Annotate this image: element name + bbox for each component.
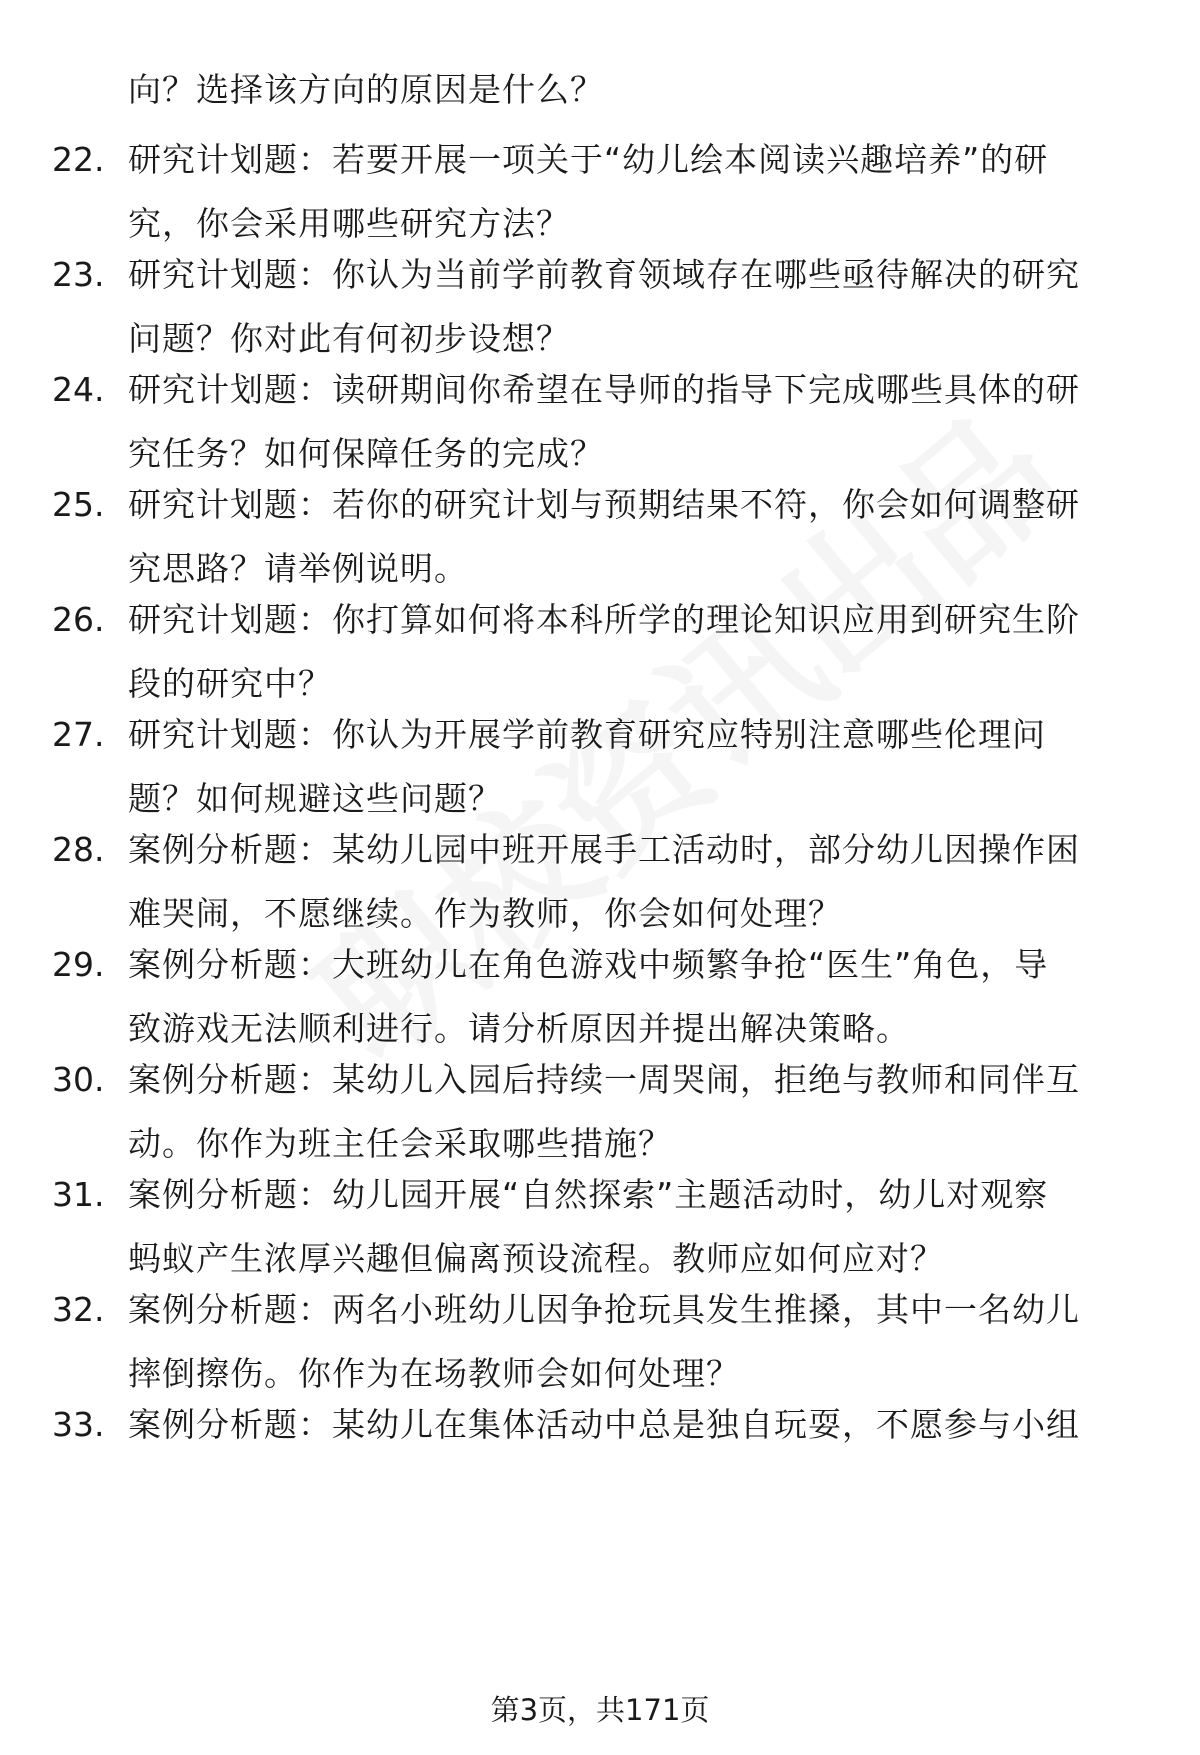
continuation-line: 向？选择该方向的原因是什么？ xyxy=(128,70,604,109)
question-text xyxy=(128,1163,1138,1291)
question-number: 33. xyxy=(52,1405,105,1444)
question-line: 案例分析题：某幼儿入园后持续一周哭闹，拒绝与教师和同伴互 xyxy=(128,1060,1080,1099)
question-line: 案例分析题：某幼儿在集体活动中总是独自玩耍，不愿参与小组 xyxy=(128,1405,1080,1444)
question-line: 研究计划题：你打算如何将本科所学的理论知识应用到研究生阶 xyxy=(128,600,1080,639)
question-text xyxy=(128,1393,1138,1457)
question-text xyxy=(128,588,1138,716)
question-line: 案例分析题：某幼儿园中班开展手工活动时，部分幼儿因操作困 xyxy=(128,830,1080,869)
question-line: 题？如何规避这些问题？ xyxy=(128,779,502,818)
question-text xyxy=(128,703,1138,831)
question-number: 29. xyxy=(52,945,105,984)
question-number: 31. xyxy=(52,1175,105,1214)
question-line: 研究计划题：你认为当前学前教育领域存在哪些亟待解决的研究 xyxy=(128,255,1080,294)
question-number: 28. xyxy=(52,830,105,869)
question-line: 究思路？请举例说明。 xyxy=(128,549,468,588)
question-text xyxy=(128,818,1138,946)
question-line: 动。你作为班主任会采取哪些措施？ xyxy=(128,1124,672,1163)
question-text xyxy=(128,1048,1138,1176)
question-line: 摔倒擦伤。你作为在场教师会如何处理？ xyxy=(128,1354,740,1393)
question-line: 究，你会采用哪些研究方法？ xyxy=(128,204,570,243)
question-text xyxy=(128,473,1138,601)
question-number: 27. xyxy=(52,715,105,754)
question-text xyxy=(128,1278,1138,1406)
question-text xyxy=(128,243,1138,371)
question-line: 究任务？如何保障任务的完成？ xyxy=(128,434,604,473)
question-number: 24. xyxy=(52,370,105,409)
question-number: 22. xyxy=(52,140,105,179)
question-line: 研究计划题：若要开展一项关于“幼儿绘本阅读兴趣培养”的研 xyxy=(128,140,1049,179)
question-number: 32. xyxy=(52,1290,105,1329)
question-text xyxy=(128,933,1138,1061)
question-number: 30. xyxy=(52,1060,105,1099)
question-number: 25. xyxy=(52,485,105,524)
question-number: 26. xyxy=(52,600,105,639)
question-text xyxy=(128,358,1138,486)
question-line: 研究计划题：你认为开展学前教育研究应特别注意哪些伦理问 xyxy=(128,715,1046,754)
question-line: 研究计划题：若你的研究计划与预期结果不符，你会如何调整研 xyxy=(128,485,1080,524)
question-line: 段的研究中？ xyxy=(128,664,332,703)
page-number-footer: 第3页，共171页 xyxy=(490,1693,710,1727)
question-line: 蚂蚁产生浓厚兴趣但偏离预设流程。教师应如何应对？ xyxy=(128,1239,944,1278)
question-line: 研究计划题：读研期间你希望在导师的指导下完成哪些具体的研 xyxy=(128,370,1080,409)
question-line: 致游戏无法顺利进行。请分析原因并提出解决策略。 xyxy=(128,1009,910,1048)
question-line: 案例分析题：大班幼儿在角色游戏中频繁争抢“医生”角色，导 xyxy=(128,945,1049,984)
question-line: 案例分析题：幼儿园开展“自然探索”主题活动时，幼儿对观察 xyxy=(128,1175,1049,1214)
question-line: 难哭闹，不愿继续。作为教师，你会如何处理？ xyxy=(128,894,842,933)
question-text xyxy=(128,128,1138,256)
question-number: 23. xyxy=(52,255,105,294)
question-line: 案例分析题：两名小班幼儿因争抢玩具发生推搡，其中一名幼儿 xyxy=(128,1290,1080,1329)
question-line: 问题？你对此有何初步设想？ xyxy=(128,319,570,358)
